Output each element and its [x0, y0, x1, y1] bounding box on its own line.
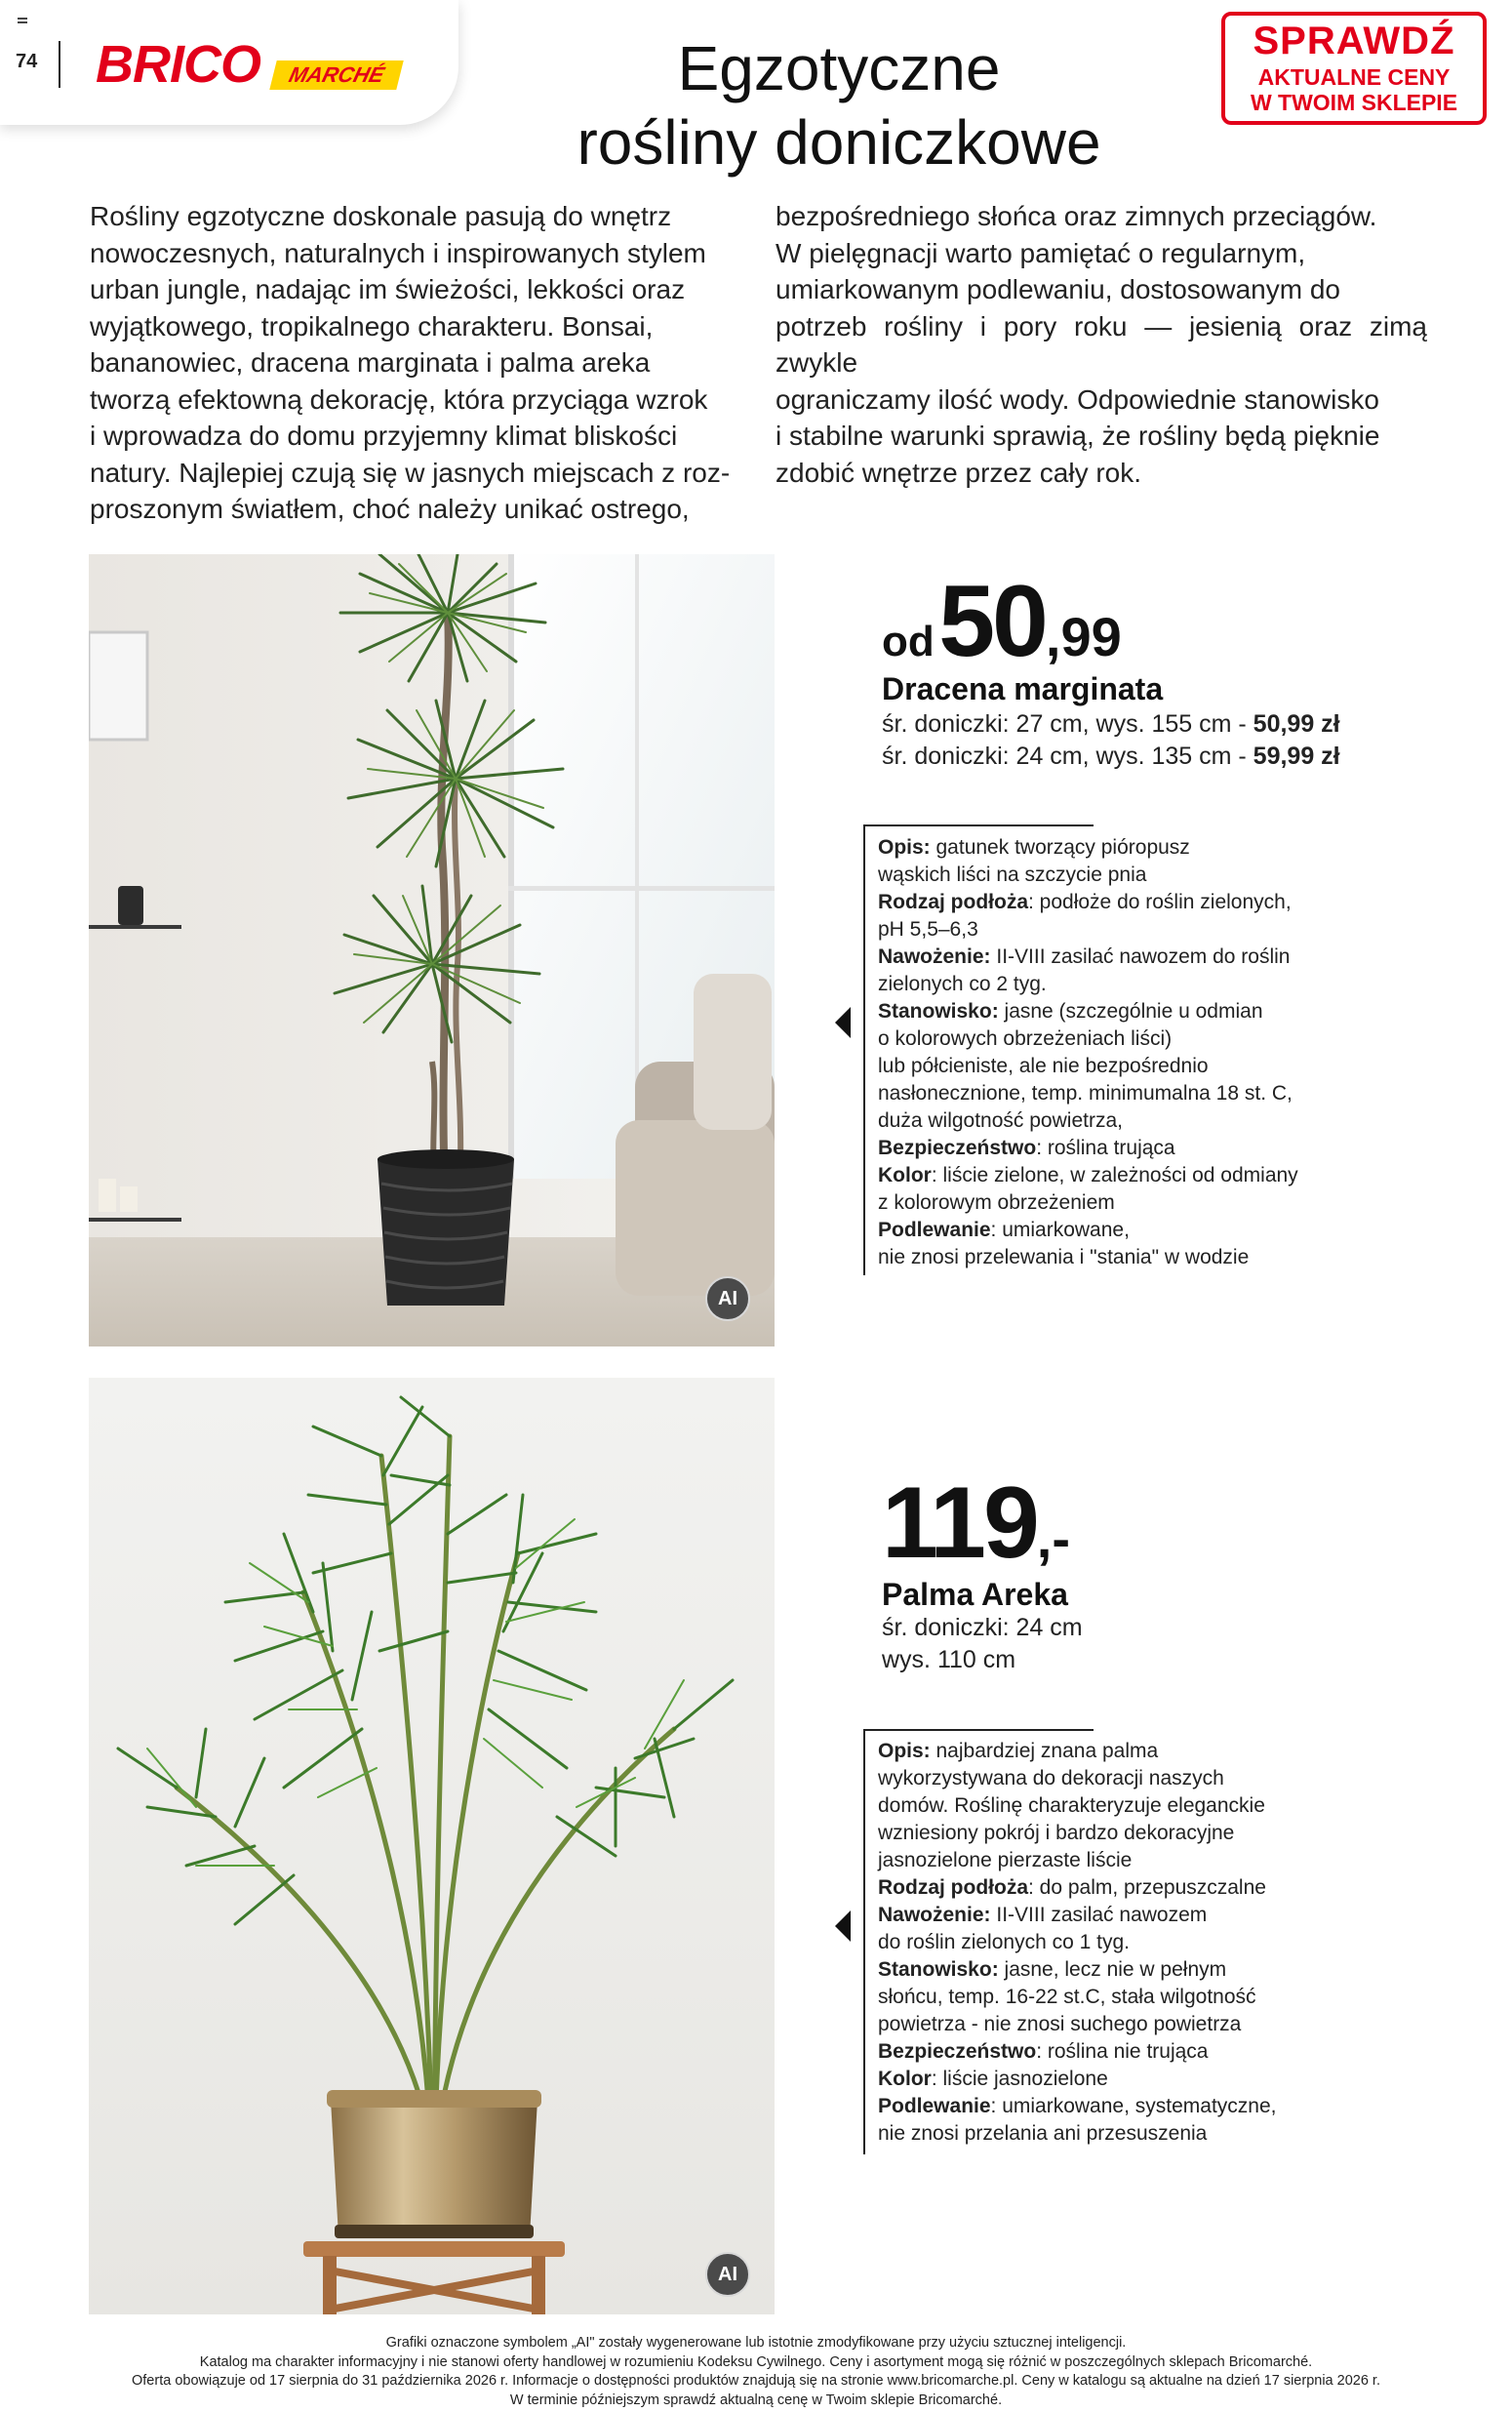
price-prefix: od: [882, 618, 935, 665]
page-title: [507, 31, 1171, 180]
dracena-variants: [882, 708, 1340, 773]
description-line: pH 5,5–6,3: [878, 918, 978, 941]
variant-price: 59,99 zł: [1253, 743, 1340, 770]
description-line: Kolor: liście jasnozielone: [878, 2068, 1108, 2090]
header-divider: [59, 41, 60, 88]
description-line: zielonych co 2 tyg.: [878, 973, 1047, 995]
frame-top-line: [863, 824, 1094, 826]
arrow-left-icon: [835, 1007, 851, 1038]
description-line: o kolorowych obrzeżeniach liści): [878, 1027, 1173, 1050]
intro-line: zdobić wnętrze przez cały rok.: [776, 457, 1142, 488]
page-title-line-2: rośliny doniczkowe: [577, 107, 1101, 178]
frame-top-line: [863, 1729, 1094, 1731]
intro-line: proszonym światłem, choć należy unikać ostrego,: [90, 494, 690, 524]
description-line: Kolor: liście zielone, w zależności od odmiany: [878, 1164, 1298, 1186]
page-title-line-1: Egzotyczne: [677, 33, 1001, 103]
intro-line: i stabilne warunki sprawią, że rośliny będą pięknie: [776, 421, 1380, 451]
intro-line: potrzeb rośliny i pory roku — jesienią oraz zimą zwykle: [776, 310, 1427, 378]
intro-text-left: [90, 198, 737, 528]
logo-brico-text: BRICO: [96, 35, 260, 94]
intro-line: umiarkowanym podlewaniu, dostosowanym do: [776, 274, 1340, 304]
intro-line: urban jungle, nadając im świeżości, lekkości oraz: [90, 274, 686, 304]
intro-line: bananowiec, dracena marginata i palma areka: [90, 347, 651, 378]
intro-line: i wprowadza do domu przyjemny klimat bliskości: [90, 421, 678, 451]
description-line: Rodzaj podłoża: do palm, przepuszczalne: [878, 1876, 1266, 1899]
description-line: Opis: najbardziej znana palma: [878, 1740, 1159, 1762]
description-line: nie znosi przelewania i "stania" w wodzie: [878, 1246, 1250, 1268]
description-line: Bezpieczeństwo: roślina trująca: [878, 1137, 1175, 1159]
footer-line: Oferta obowiązuje od 17 sierpnia do 31 października 2026 r. Informacje o dostępności produktów znajdują się na stronie www.bricomarche.pl. Ceny w katalogu są aktualne na dzień 17 sierpnia 2026 r.: [132, 2373, 1380, 2389]
description-line: Nawożenie: II-VIII zasilać nawozem: [878, 1904, 1208, 1926]
description-line: słońcu, temp. 16-22 st.C, stała wilgotność: [878, 1986, 1256, 2008]
frame-side-line: [863, 824, 865, 1275]
brand-logo[interactable]: [96, 35, 408, 94]
variant-row: wys. 110 cm: [882, 1646, 1016, 1673]
intro-line: ograniczamy ilość wody. Odpowiednie stanowisko: [776, 383, 1379, 415]
description-line: jasnozielone pierzaste liście: [878, 1849, 1133, 1871]
page-number: 74: [16, 51, 38, 72]
palma-variants: [882, 1612, 1083, 1676]
dracena-name: Dracena marginata: [882, 671, 1164, 706]
ai-generated-badge: AI: [705, 2252, 750, 2297]
footer-line: Grafiki oznaczone symbolem „AI" zostały wygenerowane lub istotnie zmodyfikowane przy użyciu sztucznej inteligencji.: [385, 2335, 1127, 2351]
arrow-left-icon: [835, 1910, 851, 1942]
intro-line: tworzą efektowną dekorację, która przyciąga wzrok: [90, 383, 708, 415]
badge-sub-text-2: W TWOIM SKLEPIE: [1250, 90, 1458, 115]
intro-line: bezpośredniego słońca oraz zimnych przeciągów.: [776, 201, 1377, 231]
badge-main-text: SPRAWDŹ: [1253, 20, 1455, 62]
description-line: Bezpieczeństwo: roślina nie trująca: [878, 2040, 1209, 2063]
description-line: z kolorowym obrzeżeniem: [878, 1191, 1115, 1214]
description-line: Nawożenie: II-VIII zasilać nawozem do roślin: [878, 945, 1291, 968]
description-line: nasłonecznione, temp. minimumalna 18 st. C,: [878, 1082, 1293, 1105]
badge-sub-text-1: AKTUALNE CENY: [1257, 64, 1451, 90]
variant-spec: śr. doniczki: 27 cm, wys. 155 cm -: [882, 710, 1253, 738]
palma-name: Palma Areka: [882, 1577, 1068, 1612]
description-line: nie znosi przelania ani przesuszenia: [878, 2122, 1208, 2145]
description-line: Stanowisko: jasne (szczególnie u odmian: [878, 1000, 1263, 1023]
description-line: wykorzystywana do dekoracji naszych: [878, 1767, 1224, 1789]
footer-line: W terminie późniejszym sprawdź aktualną cenę w Twoim sklepie Bricomarché.: [509, 2392, 1003, 2408]
description-line: Stanowisko: jasne, lecz nie w pełnym: [878, 1958, 1227, 1981]
variant-row: [882, 708, 1340, 741]
price-integer: 119: [882, 1467, 1037, 1580]
description-line: duża wilgotność powietrza,: [878, 1109, 1123, 1132]
description-line: wąskich liści na szczycie pnia: [878, 864, 1147, 886]
intro-line: wyjątkowego, tropikalnego charakteru. Bonsai,: [90, 310, 654, 342]
price-decimal: ,-: [1036, 1508, 1070, 1569]
ai-generated-badge: AI: [705, 1276, 750, 1321]
variant-row: [882, 741, 1340, 773]
description-line: Podlewanie: umiarkowane, systematyczne,: [878, 2095, 1277, 2117]
dracena-price: [882, 564, 1122, 680]
dracena-description: [878, 834, 1298, 1271]
description-line: wzniesiony pokrój i bardzo dekoracyjne: [878, 1822, 1235, 1844]
price-decimal: ,99: [1045, 606, 1122, 667]
palma-price: [882, 1466, 1070, 1582]
description-line: domów. Roślinę charakteryzuje eleganckie: [878, 1794, 1265, 1817]
description-line: do roślin zielonych co 1 tyg.: [878, 1931, 1130, 1953]
menu-icon[interactable]: [18, 18, 27, 25]
check-prices-badge: [1221, 12, 1487, 125]
description-line: Podlewanie: umiarkowane,: [878, 1219, 1130, 1241]
legal-footer: [0, 2334, 1512, 2410]
description-line: Opis: gatunek tworzący pióropusz: [878, 836, 1190, 859]
description-line: Rodzaj podłoża: podłoże do roślin zielonych,: [878, 891, 1292, 913]
frame-side-line: [863, 1729, 865, 2154]
footer-line: Katalog ma charakter informacyjny i nie stanowi oferty handlowej w rozumieniu Kodeksu Cywilnego. Ceny i asortyment mogą się różnić w poszczególnych sklepach Bricomarché.: [199, 2353, 1313, 2370]
logo-marche-text: MARCHÉ: [269, 60, 403, 90]
description-line: lub półcieniste, ale nie bezpośrednio: [878, 1055, 1209, 1077]
palma-description: [878, 1738, 1276, 2148]
price-integer: 50: [938, 565, 1046, 678]
intro-line: nowoczesnych, naturalnych i inspirowanych stylem: [90, 237, 706, 268]
variant-price: 50,99 zł: [1253, 710, 1340, 738]
description-line: powietrza - nie znosi suchego powietrza: [878, 2013, 1242, 2035]
areca-palm-photo[interactable]: [89, 1378, 775, 2314]
dracena-illustration: [89, 554, 775, 1347]
intro-line: Rośliny egzotyczne doskonale pasują do wnętrz: [90, 201, 672, 231]
variant-spec: śr. doniczki: 24 cm, wys. 135 cm -: [882, 743, 1253, 770]
areca-palm-illustration: [89, 1378, 775, 2314]
variant-row: śr. doniczki: 24 cm: [882, 1614, 1083, 1641]
dracena-photo[interactable]: [89, 554, 775, 1347]
intro-line: W pielęgnacji warto pamiętać o regularnym,: [776, 237, 1306, 268]
intro-line: natury. Najlepiej czują się w jasnych miejscach z roz-: [90, 457, 731, 488]
intro-text-right: [776, 198, 1427, 491]
header-card: [0, 0, 458, 125]
